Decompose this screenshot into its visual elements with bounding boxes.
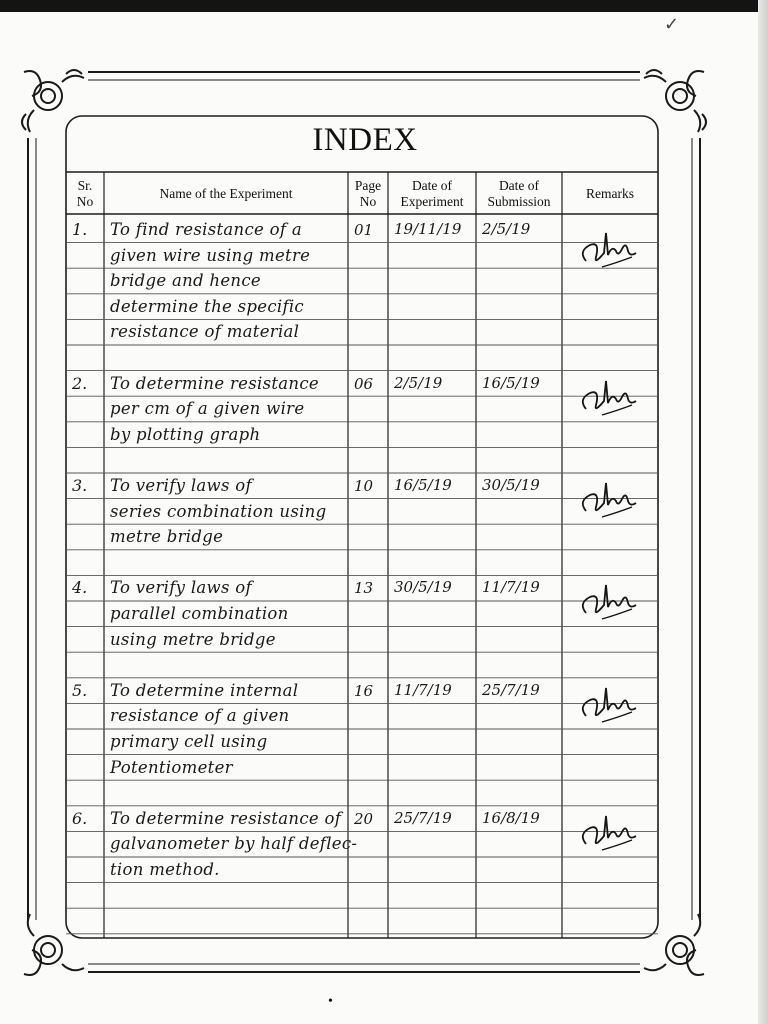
row-1-experiment-line-3: bridge and hence [110, 271, 261, 291]
row-3-date-submission: 30/5/19 [482, 476, 540, 494]
header-sr-no: Sr. No [76, 178, 94, 209]
row-2-date-experiment: 2/5/19 [394, 373, 443, 392]
header-date-experiment: Date of Experiment [400, 178, 464, 209]
row-1-date-experiment: 19/11/19 [394, 220, 462, 238]
row-1-experiment-line-2: given wire using metre [110, 245, 311, 265]
remarks-signature-2 [572, 375, 642, 423]
row-5-page-no: 16 [354, 681, 374, 700]
row-3-experiment-line-1: To verify laws of [110, 476, 252, 495]
row-6-date-experiment: 25/7/19 [394, 808, 452, 827]
row-3-sr-no: 3. [72, 476, 88, 495]
row-5-experiment-line-3: primary cell using [110, 732, 268, 751]
row-1-sr-no: 1. [72, 220, 88, 239]
row-2-experiment-line-1: To determine resistance [110, 373, 319, 393]
row-6-experiment-line-3: tion method. [110, 860, 220, 879]
row-4-date-submission: 11/7/19 [482, 578, 540, 597]
row-1-experiment-line-5: resistance of material [110, 322, 300, 342]
row-1-experiment-line-1: To find resistance of a [110, 220, 302, 239]
remarks-signature-6 [572, 810, 642, 858]
header-date-submission: Date of Submission [487, 178, 551, 209]
row-3-experiment-line-3: metre bridge [110, 527, 224, 547]
row-4-sr-no: 4. [72, 578, 88, 598]
page-mark: • [328, 994, 333, 1009]
row-6-experiment-line-2: galvanometer by half deflec- [110, 834, 358, 854]
row-1-page-no: 01 [354, 221, 374, 239]
header-remarks: Remarks [586, 186, 634, 201]
page-title: INDEX [312, 122, 418, 158]
row-6-sr-no: 6. [72, 808, 88, 828]
row-5-date-experiment: 11/7/19 [394, 680, 452, 699]
row-4-experiment-line-2: parallel combination [110, 604, 289, 623]
row-1-date-submission: 2/5/19 [482, 220, 531, 238]
row-5-experiment-line-4: Potentiometer [110, 757, 233, 777]
header-experiment-name: Name of the Experiment [159, 186, 293, 201]
row-2-page-no: 06 [354, 374, 374, 393]
row-2-experiment-line-2: per cm of a given wire [110, 399, 305, 419]
check-mark: ✓ [664, 14, 680, 35]
row-4-page-no: 13 [354, 579, 374, 598]
row-4-experiment-line-1: To verify laws of [110, 578, 252, 598]
row-2-experiment-line-3: by plotting graph [110, 424, 261, 444]
remarks-signature-1 [572, 227, 642, 275]
row-2-date-submission: 16/5/19 [482, 373, 540, 392]
row-2-sr-no: 2. [72, 373, 88, 393]
remarks-signature-3 [572, 477, 642, 525]
header-page-no: Page No [354, 178, 382, 209]
row-5-experiment-line-2: resistance of a given [110, 706, 290, 726]
remarks-signature-4 [572, 579, 642, 627]
row-6-experiment-line-1: To determine resistance of [110, 808, 342, 828]
row-4-date-experiment: 30/5/19 [394, 578, 452, 597]
remarks-signature-5 [572, 682, 642, 730]
row-4-experiment-line-3: using metre bridge [110, 629, 276, 649]
row-5-experiment-line-1: To determine internal [110, 680, 299, 700]
row-5-date-submission: 25/7/19 [482, 680, 540, 699]
row-6-date-submission: 16/8/19 [482, 808, 540, 827]
row-3-experiment-line-2: series combination using [110, 501, 327, 521]
row-3-date-experiment: 16/5/19 [394, 476, 452, 494]
row-5-sr-no: 5. [72, 680, 88, 700]
row-1-experiment-line-4: determine the specific [110, 296, 304, 316]
row-3-page-no: 10 [354, 477, 374, 495]
row-6-page-no: 20 [354, 809, 374, 828]
